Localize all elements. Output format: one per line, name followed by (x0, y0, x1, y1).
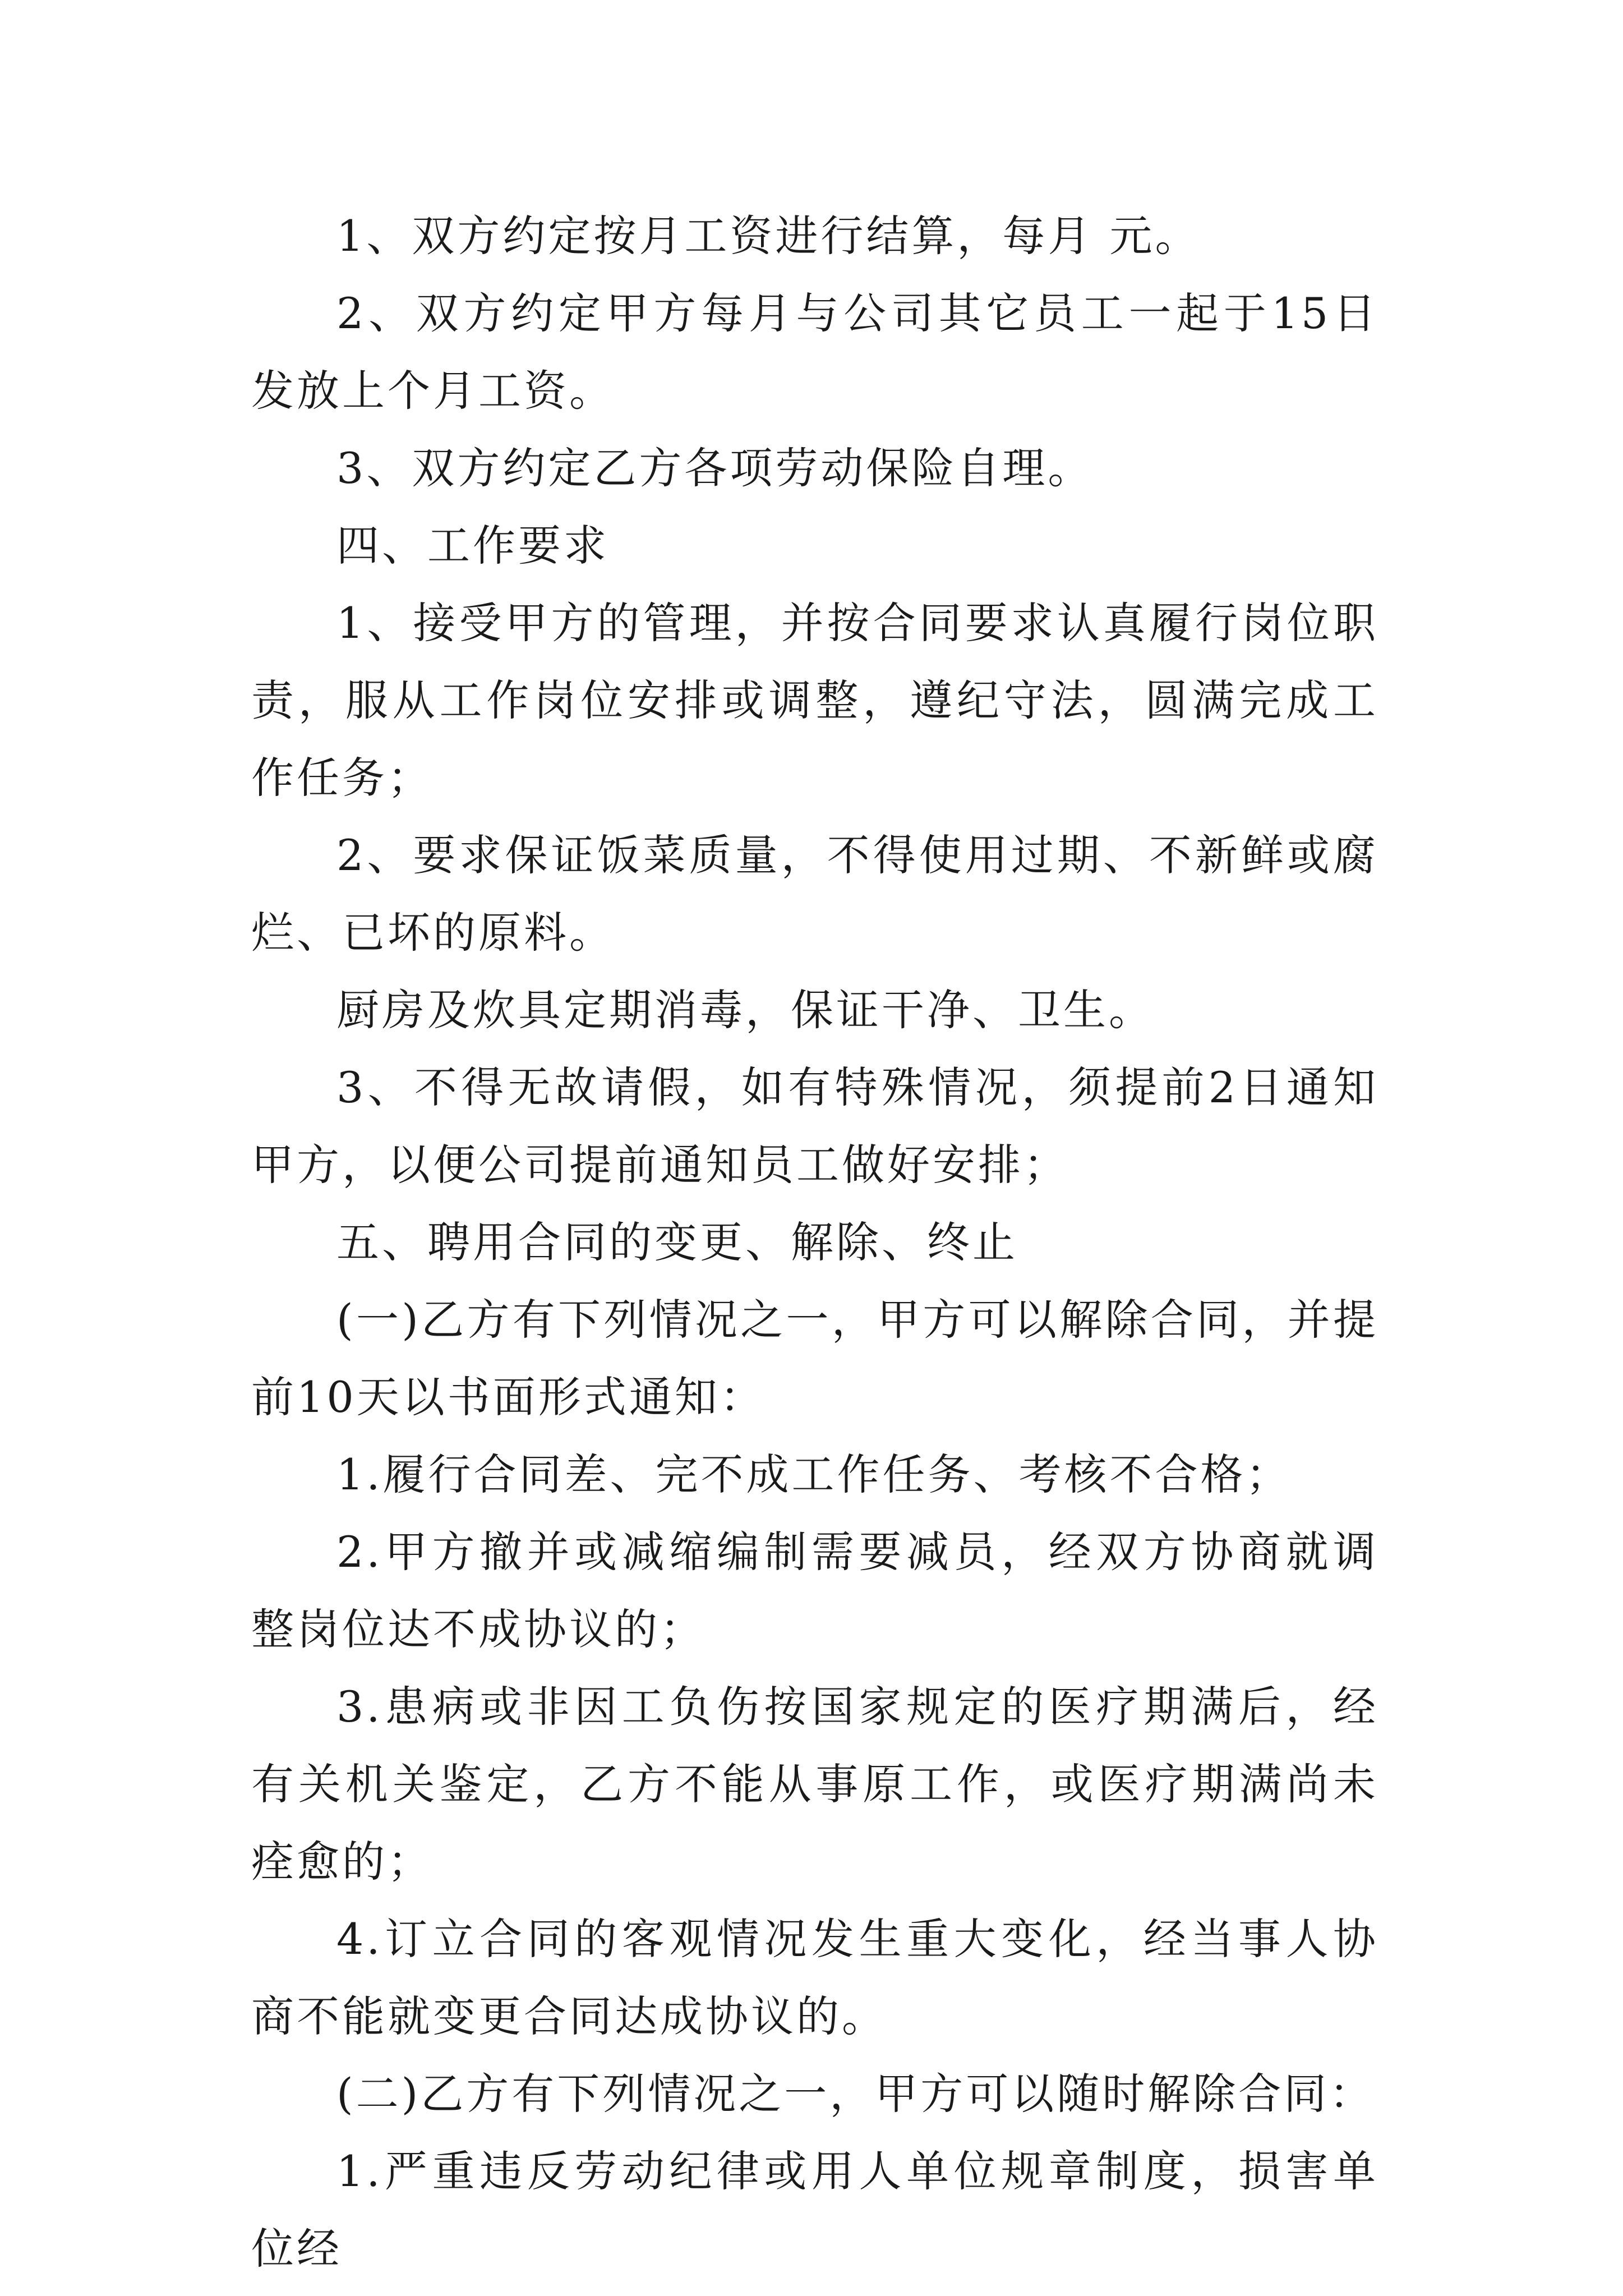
section-heading-contract-changes: 五、聘用合同的变更、解除、终止 (336, 1217, 1018, 1267)
paragraph-termination-immediate: (二)乙方有下列情况之一，甲方可以随时解除合同： (336, 2069, 1375, 2119)
list-item-discipline-violation: 1.严重违反劳动纪律或用人单位规章制度，损害单位经 (251, 2146, 1378, 2274)
paragraph-salary-monthly: 1、双方约定按月工资进行结算，每月 元。 (336, 211, 1201, 261)
list-item-poor-performance: 1.履行合同差、完不成工作任务、考核不合格； (336, 1450, 1292, 1499)
paragraph-requirement-food-quality: 2、要求保证饭菜质量，不得使用过期、不新鲜或腐烂、已坏的原料。 (251, 830, 1378, 958)
paragraph-requirement-management: 1、接受甲方的管理，并按合同要求认真履行岗位职责，服从工作岗位安排或调整，遵纪守法，圆满完成工作任务； (251, 598, 1378, 803)
list-item-illness: 3.患病或非因工负伤按国家规定的医疗期满后，经有关机关鉴定，乙方不能从事原工作，或医疗期满尚未痊愈的； (251, 1682, 1378, 1887)
document-body (251, 197, 1378, 2288)
paragraph-requirement-kitchen-hygiene: 厨房及炊具定期消毒，保证干净、卫生。 (336, 985, 1154, 1035)
section-heading-work-requirements: 四、工作要求 (336, 521, 609, 570)
paragraph-termination-with-notice: (一)乙方有下列情况之一，甲方可以解除合同，并提前10天以书面形式通知： (251, 1295, 1378, 1422)
paragraph-requirement-leave: 3、不得无故请假，如有特殊情况，须提前2日通知甲方，以便公司提前通知员工做好安排； (251, 1062, 1378, 1190)
paragraph-salary-payday: 2、双方约定甲方每月与公司其它员工一起于15日发放上个月工资。 (251, 288, 1378, 416)
paragraph-insurance: 3、双方约定乙方各项劳动保险自理。 (336, 443, 1094, 493)
list-item-staff-reduction: 2.甲方撤并或减缩编制需要减员，经双方协商就调整岗位达不成协议的； (251, 1527, 1378, 1654)
list-item-circumstance-change: 4.订立合同的客观情况发生重大变化，经当事人协商不能就变更合同达成协议的。 (251, 1914, 1378, 2041)
